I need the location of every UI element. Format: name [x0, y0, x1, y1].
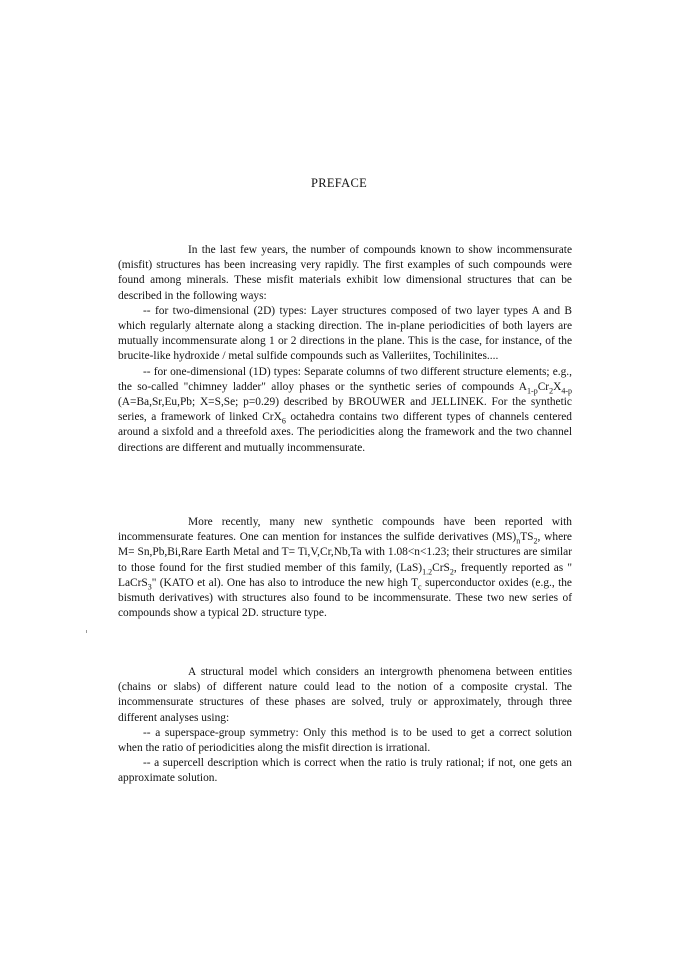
paragraph-3-intro: A structural model which considers an intergrowth phenomena between entities (chains or slabs) of different nature could lead to the notion of a composite crystal. The incommensurate structures of these phases are solved, truly or approximately, through three different analyses using:: [118, 666, 572, 724]
subscript: c: [418, 582, 422, 592]
subscript: 2: [449, 566, 454, 576]
subscript: 4-p: [561, 386, 572, 396]
subscript: 1.2: [422, 566, 433, 576]
page-title: PREFACE: [310, 176, 368, 190]
subscript: 6: [281, 416, 286, 426]
paragraph-2-text: [118, 515, 572, 621]
paragraph-1-item-1d: [118, 365, 572, 456]
paragraph-2: [118, 515, 572, 621]
subscript: 3: [147, 582, 152, 592]
paragraph-3-item-2: -- a supercell description which is correct when the ratio is truly rational; if not, one gets an approximate solution.: [118, 757, 572, 785]
text-span: More recently, many new synthetic compounds have been reported with incommensurate features. One can mention for instances the sulfide derivatives (MS): [118, 516, 572, 544]
subscript: 1-p: [527, 386, 538, 396]
paragraph-3: [118, 665, 572, 787]
paragraph-1: [118, 243, 572, 456]
text-span: " (KATO et al). One has also to introduce the new high T: [151, 576, 419, 589]
paragraph-1-intro: In the last few years, the number of compounds known to show incommensurate (misfit) structures has been increasing very rapidly. The first examples of such compounds were found among minerals. These misfit materials exhibit low dimensional structures that can be described in the following ways:: [118, 244, 572, 302]
text-span: TS: [520, 531, 534, 544]
paragraph-1-item-2d: -- for two-dimensional (2D) types: Layer structures composed of two layer types A and B which regularly alternate along a stacking direction. The in-plane periodicities of both layers are mutually incommensurate along 1 or 2 directions in the plane. This is the case, for instance, of the brucite-like hydroxide / metal sulfide compounds such as Valleriites, Tochilinites....: [118, 304, 572, 363]
subscript: n: [516, 536, 521, 546]
subscript: 2: [533, 536, 538, 546]
text-span: -- for one-dimensional (1D) types: Separate columns of two different structure elements; e.g., the so-called "chimney ladder" alloy phases or the synthetic series of compounds A: [118, 365, 572, 393]
text-span: , where M= Sn,Pb,Bi,Rare Earth Metal and T= Ti,V,Cr,Nb,Ta with 1.08<n<1.23; their structures are similar to those found for the first studied member of this family, (LaS): [118, 531, 572, 574]
text-span: , frequently reported as " LaCrS: [118, 561, 572, 589]
subscript: 2: [549, 386, 554, 396]
text-span: CrS: [432, 561, 450, 574]
paragraph-3-item-1: -- a superspace-group symmetry: Only this method is to be used to get a correct solution when the ratio of periodicities along the misfit direction is irrational.: [118, 726, 572, 755]
text-span: X: [553, 380, 562, 393]
text-span: superconductor oxides (e.g., the bismuth derivatives) with structures also found to be incommensurate. These two new series of compounds show a typical 2D. structure type.: [118, 576, 572, 620]
margin-mark: [86, 630, 87, 633]
text-span: (A=Ba,Sr,Eu,Pb; X=S,Se; p=0.29) described by BROUWER and JELLINEK. For the synthetic series, a framework of linked CrX: [118, 396, 572, 424]
text-span: octahedra contains two different types of channels centered around a sixfold and a threefold axes. The periodicities along the framework and the two channel directions are different and mutually incommensurate.: [118, 411, 572, 454]
text-span: Cr: [537, 380, 550, 393]
